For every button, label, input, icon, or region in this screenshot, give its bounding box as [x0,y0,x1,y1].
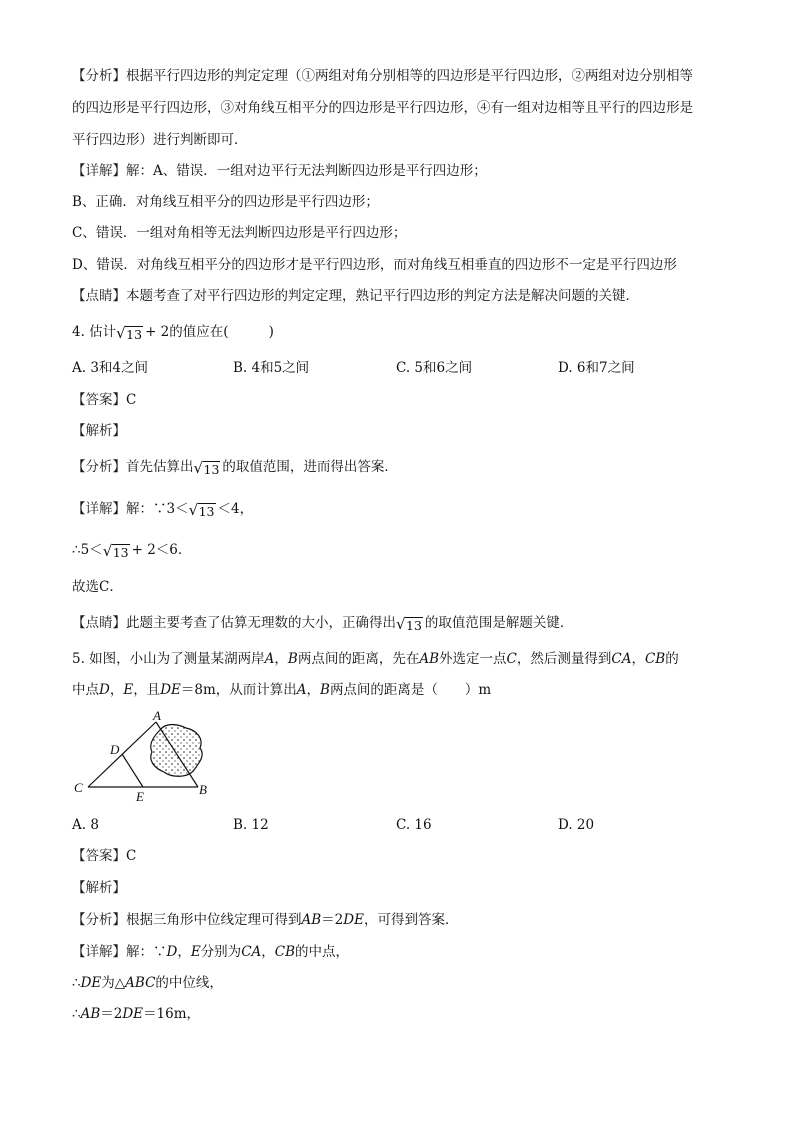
detail-tag: 【详解】 [72,163,126,179]
var-e: E [123,682,134,698]
var-ab: AB [419,651,440,667]
analysis-text: 根据平行四边形的判定定理（①两组对角分别相等的四边形是平行四边形，②两组对边分别相等 [126,68,693,84]
sqrt-13: √ 13 [188,501,215,519]
detail-text: 的中位线， [155,975,223,991]
q4-option-c: C. 5和6之间 [396,360,473,376]
sqrt-13: √ 13 [116,324,143,342]
q5-stem-text: ，然后测量得到 [516,651,612,667]
analysis-tag: 【分析】 [72,459,126,475]
var-a: A [264,651,275,667]
solution-tag: 【解析】 [72,423,126,439]
var-d: D [99,682,110,698]
q4-solution-tag-line [72,421,126,441]
q5-stem-text: 两点间的距离是（ ）m [329,682,492,698]
answer-value: C [126,392,137,408]
detail-tag: 【详解】 [72,944,126,960]
analysis-text: 平行四边形）进行判断即可． [72,132,248,148]
var-b: B [287,651,298,667]
q3-analysis-line-3 [72,130,248,150]
analysis-tag: 【分析】 [72,68,126,84]
choose-text: 故选C． [72,579,123,595]
q4-choose-line [72,577,123,597]
comment-text: 本题考查了对平行四边形的判定定理，熟记平行四边形的判定方法是解决问题的关键． [126,288,639,304]
analysis-text: 首先估算出 [126,459,194,475]
detail-text: ＝16m， [143,1006,201,1022]
var-de: DE [80,975,102,991]
radicand: 13 [198,504,215,519]
analysis-text: 根据三角形中位线定理可得到 [126,912,302,928]
answer-tag: 【答案】 [72,848,126,864]
answer-value: C [126,848,137,864]
q5-option-c: C. 16 [396,817,432,833]
answer-tag: 【答案】 [72,392,126,408]
q4-stem [72,322,274,345]
radicand: 13 [203,462,220,477]
q5-stem-text: ， [631,651,645,667]
q5-stem-text: ， [306,682,321,698]
analysis-text: 的四边形是平行四边形，③对角线互相平分的四边形是平行四边形，④有一组对边相等且平行的四边形是 [72,100,693,116]
q5-stem-text: 5. 如图，小山为了测量某湖两岸 [72,651,265,667]
q4-answer-line [72,390,136,410]
detail-text: 解：∵ [126,944,167,960]
q4-stem-prefix: 4. 估计 [72,324,117,340]
q5-stem-text: ， [274,651,288,667]
q5-analysis-line [72,910,458,930]
sqrt-13: √ 13 [193,459,220,477]
q4-therefore-line [72,540,191,563]
lake-shape [151,725,202,777]
var-c: C [506,651,517,667]
plus-two: + 2 [131,542,156,558]
q5-detail-line-1 [72,942,349,962]
detail-text: 的中点， [295,944,350,960]
detail-tag: 【详解】 [72,501,126,517]
var-a: A [296,682,307,698]
q5-detail-line-2 [72,973,223,993]
therefore-text: ∴5＜ [72,542,103,558]
comment-text: 此题主要考查了估算无理数的大小，正确得出 [126,615,396,631]
comment-text: 的取值范围是解题关键． [424,615,574,631]
var-e: E [190,944,201,960]
radicand: 13 [406,618,422,633]
detail-text: D、错误．对角线互相平分的四边形才是平行四边形，而对角线互相垂直的四边形不一定是平行四边形 [72,257,677,273]
radicand: 13 [126,327,143,342]
radicand: 13 [112,545,129,560]
var-cb: CB [644,651,666,667]
q4-stem-suffix: 的值应在( [169,324,229,340]
var-ca: CA [611,651,632,667]
detail-text: 解：A、错误．一组对边平行无法判断四边形是平行四边形； [126,163,487,179]
q5-stem-line-1 [72,649,679,669]
q5-stem-text: ，且 [133,682,161,698]
segment-de [122,754,143,787]
detail-text: ＜4， [217,501,254,517]
q5-stem-text: 的 [665,651,679,667]
therefore-text: ＜6． [155,542,192,558]
q5-option-d: D. 20 [558,817,595,833]
q5-detail-line-3 [72,1004,200,1024]
var-cb: CB [274,944,296,960]
q5-stem-line-2 [72,680,491,700]
q5-stem-text: 中点 [72,682,99,698]
q5-answer-line [72,846,136,866]
label-d: D [110,742,120,757]
q5-option-a: A. 8 [72,817,99,833]
detail-text: 分别为 [200,944,242,960]
label-c: C [74,780,83,795]
lake-triangle-figure [68,708,228,804]
q3-detail-line-c [72,223,406,243]
detail-text: ， [177,944,191,960]
comment-tag: 【点睛】 [72,615,126,631]
var-ca: CA [241,944,262,960]
detail-text: C、错误．一组对角相等无法判断四边形是平行四边形； [72,225,407,241]
q4-detail-line [72,499,253,522]
q4-option-a: A. 3和4之间 [72,360,149,376]
detail-text: 解：∵3＜ [126,501,189,517]
q5-stem-text: ＝8m，从而计算出 [180,682,297,698]
sqrt-13: √ 13 [396,615,422,633]
var-abc: ABC [125,975,156,991]
q5-stem-text: ， [109,682,124,698]
label-e: E [136,789,144,804]
q5-option-b: B. 12 [233,817,269,833]
close-paren: ) [268,324,274,340]
q3-analysis-line-1 [72,66,693,86]
q3-analysis-line-2 [72,98,693,118]
q3-detail-line-d [72,255,677,275]
q4-analysis-line [72,457,398,480]
analysis-text: ，可得到答案． [363,912,459,928]
sqrt-13: √ 13 [102,542,129,560]
var-de: DE [122,1006,144,1022]
q4-option-b: B. 4和5之间 [233,360,310,376]
detail-text: ∴ [72,1006,81,1022]
analysis-text: ＝2 [321,912,344,928]
var-de: DE [343,912,364,928]
var-ab: AB [80,1006,101,1022]
detail-text: ∴ [72,975,81,991]
detail-text: ， [261,944,275,960]
q5-solution-tag-line [72,878,126,898]
q4-option-d: D. 6和7之间 [558,360,635,376]
q5-stem-text: 两点间的距离，先在 [297,651,420,667]
plus-two: + 2 [145,324,170,340]
detail-text: ＝2 [100,1006,123,1022]
q4-comment-line [72,613,573,636]
label-b: B [199,782,207,797]
analysis-tag: 【分析】 [72,912,126,928]
solution-tag: 【解析】 [72,880,126,896]
q5-stem-text: 外选定一点 [439,651,507,667]
q3-detail-line-b [72,192,379,212]
q3-detail-line-a [72,161,487,181]
label-a: A [153,708,161,723]
analysis-text: 的取值范围，进而得出答案． [222,459,398,475]
var-d: D [166,944,178,960]
var-de: DE [160,682,181,698]
var-ab: AB [301,912,322,928]
detail-text: B、正确．对角线互相平分的四边形是平行四边形； [72,194,379,210]
comment-tag: 【点睛】 [72,288,126,304]
q3-comment-line [72,286,639,306]
var-b: B [320,682,330,698]
detail-text: 为△ [101,975,126,991]
